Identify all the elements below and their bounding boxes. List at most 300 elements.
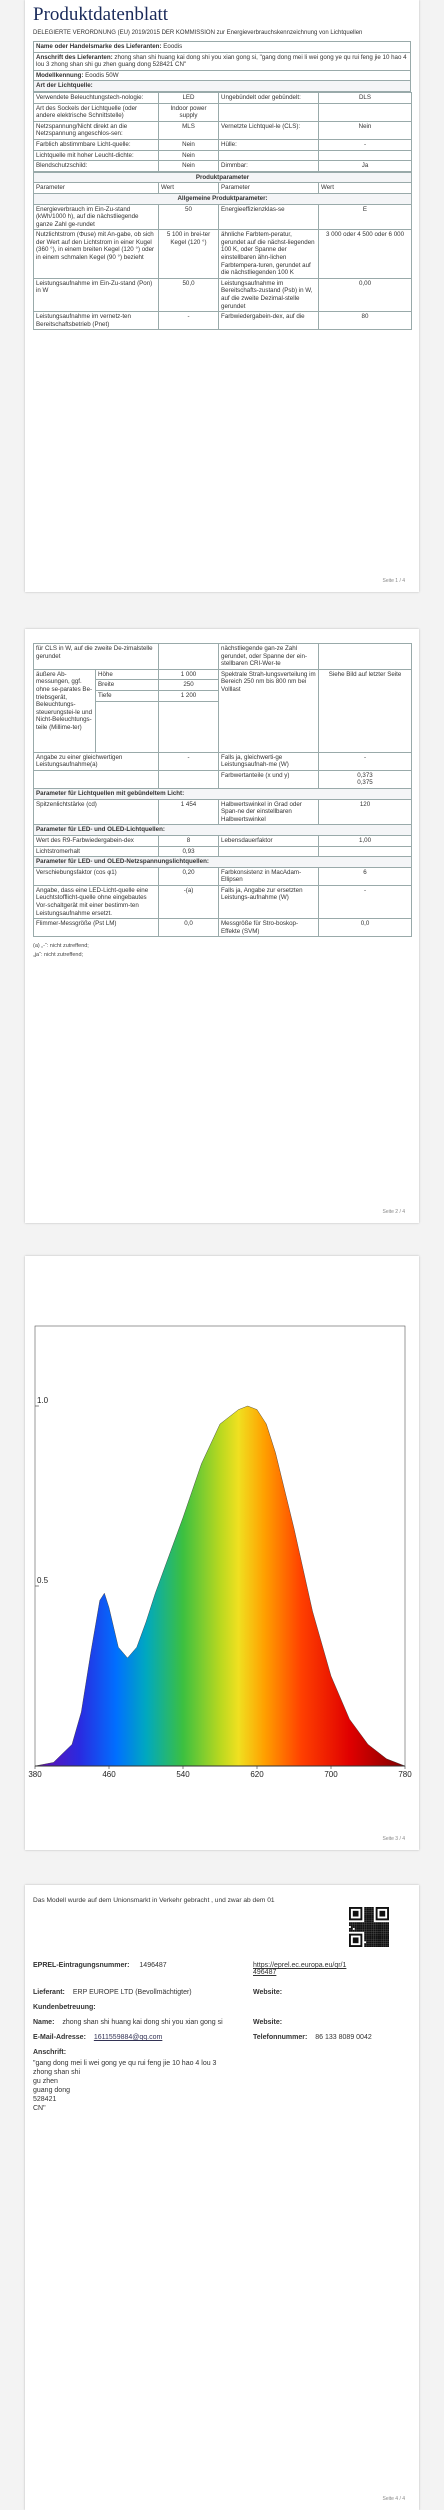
page2-table — [33, 643, 412, 937]
survival-value: 1,00 — [319, 835, 412, 846]
light-type-param-2: Hülle: — [219, 139, 319, 150]
color-consistency-value: 6 — [319, 867, 412, 885]
param-value: 50 — [159, 204, 219, 230]
supplier-name: Eoodis — [163, 43, 183, 50]
qr-module — [366, 1909, 368, 1911]
param-value-2: 0,00 — [319, 278, 412, 311]
qr-module — [383, 1930, 385, 1932]
qr-module — [372, 1913, 374, 1915]
qr-module — [351, 1922, 353, 1924]
fluorescent-replace-value: -(a) — [159, 885, 219, 918]
qr-module — [372, 1945, 374, 1947]
qr-module — [378, 1926, 380, 1928]
qr-module — [368, 1930, 370, 1932]
qr-module — [370, 1932, 372, 1934]
light-type-param-2: Ungebündelt oder gebündelt: — [219, 92, 319, 103]
qr-module — [372, 1907, 374, 1909]
qr-module — [368, 1926, 370, 1928]
qr-module — [372, 1941, 374, 1943]
qr-module — [370, 1913, 372, 1915]
qr-module — [349, 1928, 351, 1930]
led-header: Parameter für LED- und OLED-Lichtquellen: — [34, 825, 412, 836]
qr-module — [376, 1928, 378, 1930]
param-value-2: 3 000 oder 4 500 oder 6 000 — [319, 230, 412, 279]
qr-module — [370, 1943, 372, 1945]
qr-module — [381, 1943, 383, 1945]
qr-module — [383, 1926, 385, 1928]
supplier-label: Lieferant: — [33, 1989, 65, 1996]
qr-module — [387, 1924, 389, 1926]
param-name: Nutzlichtstrom (Φuse) mit An-gabe, ob sich der Wert auf den Lichtstrom in einer Kugel (360 °), in einem breiten Kegel (120 °) oder in einem schmalen Kegel (90 °) bezieht — [34, 230, 159, 279]
qr-module — [379, 1943, 381, 1945]
survival-label: Lebensdauerfaktor — [219, 835, 319, 846]
regulation-subtitle: DELEGIERTE VERORDNUNG (EU) 2019/2015 DER KOMMISSION zur Energieverbrauchskennzeichnung von Lichtquellen — [33, 30, 363, 36]
cont-row-label-2: nächstliegende gan-ze Zahl gerundet, oder Spanne der ein-stellbaren CRI-Wer-te — [219, 644, 319, 670]
qr-module — [364, 1926, 366, 1928]
table-row — [34, 139, 412, 150]
empty-cell-2 — [159, 770, 219, 788]
table-row — [34, 204, 412, 230]
qr-module — [355, 1926, 357, 1928]
qr-module — [379, 1945, 381, 1947]
email-link[interactable]: 1611559884@qq.com — [93, 2034, 163, 2041]
page-4 — [25, 1885, 419, 2510]
displacement-value: 0,20 — [159, 867, 219, 885]
qr-module — [360, 1922, 362, 1924]
empty-cell-3 — [219, 846, 319, 857]
dim-depth-value: 1 200 — [159, 690, 219, 701]
qr-code-icon[interactable] — [349, 1907, 389, 1947]
qr-module — [366, 1907, 368, 1909]
qr-module — [374, 1945, 376, 1947]
fluorescent-replace-label: Angabe, dass eine LED-Licht-quelle eine Leuchtstofflicht-quelle ohne eingebautes Vor-schaltgerät mit einer bestimm-ten Leistungsaufnahme ersetzt. — [34, 885, 159, 918]
supplier-value: ERP EUROPE LTD (Bevollmächtigter) — [72, 1989, 192, 1996]
flicker-label: Flimmer-Messgröße (Pst LM) — [34, 919, 159, 937]
qr-module — [349, 1924, 351, 1926]
table-row — [34, 92, 412, 103]
col-header-value-2: Wert — [319, 183, 412, 194]
qr-module — [374, 1943, 376, 1945]
light-type-table — [33, 92, 412, 172]
eprel-link[interactable]: https://eprel.ec.europa.eu/qr/1496487 — [253, 1962, 347, 1976]
qr-module — [359, 1924, 361, 1926]
param-name: Leistungsaufnahme im Ein-Zu-stand (Pon) in W — [34, 278, 159, 311]
flicker-value: 0,0 — [159, 919, 219, 937]
qr-module — [383, 1922, 385, 1924]
qr-module — [372, 1930, 374, 1932]
qr-module — [364, 1936, 366, 1938]
col-header-parameter-2: Parameter — [219, 183, 319, 194]
stroboscopic-value: 0,0 — [319, 919, 412, 937]
qr-module — [368, 1934, 370, 1936]
qr-module — [383, 1932, 385, 1934]
qr-module — [353, 1924, 355, 1926]
light-type-header: Art der Lichtquelle: — [34, 81, 411, 92]
phone-row — [253, 2034, 372, 2041]
qr-module — [376, 1926, 378, 1928]
footnote-a: (a) „-“: nicht zutreffend; — [33, 943, 89, 950]
qr-module — [387, 1943, 389, 1945]
peak-intensity-label: Spitzenlichtstärke (cd) — [34, 799, 159, 825]
param-value: 50,0 — [159, 278, 219, 311]
website-label: Website: — [253, 1989, 283, 1996]
qr-module — [368, 1920, 370, 1922]
light-type-param-2 — [219, 103, 319, 121]
address-line: guang dong — [33, 2087, 70, 2094]
qr-module — [376, 1945, 378, 1947]
r9-value: 8 — [159, 835, 219, 846]
qr-module — [372, 1922, 374, 1924]
cont-row-label: für CLS in W, auf die zweite De-zimalstelle gerundet — [34, 644, 159, 670]
qr-module — [385, 1945, 387, 1947]
qr-module — [374, 1937, 376, 1939]
qr-module — [387, 1945, 389, 1947]
qr-module — [374, 1922, 376, 1924]
qr-module — [370, 1928, 372, 1930]
qr-module — [383, 1928, 385, 1930]
qr-module — [368, 1922, 370, 1924]
table-row — [34, 230, 412, 279]
page-footer-1: Seite 1 / 4 — [382, 578, 405, 584]
qr-module — [387, 1941, 389, 1943]
qr-module — [368, 1911, 370, 1913]
chromaticity-label: Farbwertanteile (x und y) — [219, 770, 319, 788]
qr-module — [366, 1934, 368, 1936]
light-type-value: LED — [159, 92, 219, 103]
address-line: CN" — [33, 2105, 46, 2112]
page-2 — [25, 629, 419, 1223]
light-type-value: Nein — [159, 161, 219, 172]
qr-module — [379, 1930, 381, 1932]
qr-module — [357, 1922, 359, 1924]
qr-finder-module — [353, 1937, 359, 1943]
qr-module — [372, 1934, 374, 1936]
table-row — [34, 121, 412, 139]
equiv-power-label: Angabe zu einer gleichwertigen Leistungsaufnahme(a) — [34, 752, 159, 770]
qr-module — [370, 1936, 372, 1938]
qr-module — [379, 1941, 381, 1943]
qr-module — [378, 1939, 380, 1941]
param-name-2: Farbwiedergabein-dex, auf die — [219, 312, 319, 330]
param-name: Energieverbrauch im Ein-Zu-stand (kWh/1000 h), auf die nächstliegende ganze Zahl ge-rundet — [34, 204, 159, 230]
dim-width-value: 250 — [159, 680, 219, 691]
qr-module — [370, 1917, 372, 1919]
qr-module — [374, 1924, 376, 1926]
light-type-param: Art des Sockels der Lichtquelle (oder andere elektrische Schnittstelle) — [34, 103, 159, 121]
qr-module — [385, 1926, 387, 1928]
qr-module — [368, 1924, 370, 1926]
qr-module — [381, 1926, 383, 1928]
qr-module — [364, 1934, 366, 1936]
cont-row-value-2 — [319, 644, 412, 670]
document-title: Produktdatenblatt — [33, 4, 169, 25]
address-label: Anschrift des Lieferanten: — [36, 53, 113, 61]
qr-module — [353, 1930, 355, 1932]
qr-module — [366, 1911, 368, 1913]
qr-module — [370, 1937, 372, 1939]
qr-module — [357, 1930, 359, 1932]
qr-module — [353, 1926, 355, 1928]
qr-module — [385, 1939, 387, 1941]
general-params-header: Allgemeine Produktparameter: — [34, 193, 412, 204]
qr-module — [381, 1941, 383, 1943]
qr-module — [368, 1932, 370, 1934]
qr-module — [360, 1928, 362, 1930]
r9-label: Wert des R9-Farbwiedergabein-dex — [34, 835, 159, 846]
qr-module — [383, 1939, 385, 1941]
param-name-2: Leistungsaufnahme im Bereitschafts-zustand (Psb) in W, auf die zweite Dezimal-stelle gerundet — [219, 278, 319, 311]
qr-module — [359, 1926, 361, 1928]
qr-module — [385, 1941, 387, 1943]
qr-module — [368, 1909, 370, 1911]
qr-module — [376, 1922, 378, 1924]
qr-module — [351, 1924, 353, 1926]
email-row — [33, 2034, 162, 2041]
page-footer-4: Seite 4 / 4 — [382, 2496, 405, 2502]
qr-module — [374, 1934, 376, 1936]
lumen-maint-label: Lichtstromerhalt — [34, 846, 159, 857]
qr-module — [364, 1915, 366, 1917]
email-label: E-Mail-Adresse: — [33, 2034, 86, 2041]
qr-module — [360, 1926, 362, 1928]
x-tick-label: 780 — [398, 1770, 412, 1779]
qr-module — [387, 1937, 389, 1939]
equiv-power-label-2: Falls ja, gleichwerti-ge Leistungsaufnah-me (W) — [219, 752, 319, 770]
qr-module — [364, 1917, 366, 1919]
qr-module — [364, 1932, 366, 1934]
qr-module — [372, 1939, 374, 1941]
qr-module — [366, 1922, 368, 1924]
light-type-param: Blendschutzschild: — [34, 161, 159, 172]
qr-module — [362, 1924, 364, 1926]
qr-module — [368, 1915, 370, 1917]
cont-row-value — [159, 644, 219, 670]
qr-module — [359, 1928, 361, 1930]
qr-module — [351, 1930, 353, 1932]
y-tick-label: 0.5 — [37, 1576, 49, 1585]
table-row — [34, 150, 412, 161]
qr-module — [374, 1941, 376, 1943]
light-type-value: Nein — [159, 139, 219, 150]
qr-module — [366, 1937, 368, 1939]
displacement-label: Verschiebungsfaktor (cos φ1) — [34, 867, 159, 885]
qr-finder-module — [353, 1911, 359, 1917]
qr-module — [366, 1945, 368, 1947]
qr-module — [385, 1936, 387, 1938]
col-header-parameter: Parameter — [34, 183, 159, 194]
dimensions-label: äußere Ab-messungen, ggf. ohne se-parates Be-triebsgerät, Beleuchtungs-steuerungstei-le und Nicht-Beleuchtungs-teile (Millime-ter) — [34, 669, 96, 752]
qr-module — [362, 1930, 364, 1932]
qr-finder-module — [379, 1911, 385, 1917]
qr-module — [372, 1918, 374, 1920]
qr-module — [383, 1941, 385, 1943]
qr-module — [366, 1917, 368, 1919]
qr-module — [372, 1909, 374, 1911]
qr-module — [376, 1936, 378, 1938]
qr-module — [387, 1932, 389, 1934]
qr-module — [374, 1926, 376, 1928]
qr-module — [387, 1936, 389, 1938]
footnote-b: „ja“: nicht zutreffend; — [33, 952, 84, 959]
qr-module — [372, 1924, 374, 1926]
address-line: zhong shan shi — [33, 2069, 81, 2076]
lumen-maint-value: 0,93 — [159, 846, 219, 857]
qr-module — [374, 1928, 376, 1930]
equiv-power-value-2: - — [319, 752, 412, 770]
dim-depth-label: Tiefe — [96, 690, 159, 701]
qr-module — [366, 1918, 368, 1920]
light-type-param-2: Dimmbar: — [219, 161, 319, 172]
supplier-table — [33, 41, 411, 92]
dim-width-label: Breite — [96, 680, 159, 691]
supplier-name-cell — [34, 42, 411, 53]
qr-module — [362, 1928, 364, 1930]
col-header-value: Wert — [159, 183, 219, 194]
qr-module — [357, 1926, 359, 1928]
page-footer-2: Seite 2 / 4 — [382, 1209, 405, 1215]
qr-module — [381, 1934, 383, 1936]
qr-module — [379, 1939, 381, 1941]
qr-module — [378, 1934, 380, 1936]
qr-module — [364, 1939, 366, 1941]
qr-module — [379, 1922, 381, 1924]
qr-module — [351, 1926, 353, 1928]
qr-module — [376, 1924, 378, 1926]
light-type-value-2: - — [319, 139, 412, 150]
address-line: "gang dong mei li wei gong ye qu rui feng jie 10 hao 4 lou 3 — [33, 2060, 217, 2067]
qr-module — [366, 1930, 368, 1932]
qr-module — [378, 1936, 380, 1938]
chromaticity-value: 0,373 0,375 — [319, 770, 412, 788]
name-label: Name: — [33, 2019, 55, 2026]
address-block — [33, 2059, 233, 2113]
param-value: - — [159, 312, 219, 330]
qr-module — [364, 1918, 366, 1920]
qr-module — [360, 1930, 362, 1932]
equiv-power-value: - — [159, 752, 219, 770]
qr-module — [374, 1939, 376, 1941]
qr-module — [364, 1922, 366, 1924]
qr-module — [368, 1937, 370, 1939]
stroboscopic-label: Messgröße für Stro-boskop-Effekte (SVM) — [219, 919, 319, 937]
qr-module — [378, 1945, 380, 1947]
empty-cell — [34, 770, 159, 788]
qr-module — [370, 1907, 372, 1909]
qr-module — [378, 1924, 380, 1926]
qr-module — [385, 1932, 387, 1934]
light-type-value-2 — [319, 150, 412, 161]
qr-module — [376, 1934, 378, 1936]
qr-module — [383, 1943, 385, 1945]
qr-module — [366, 1939, 368, 1941]
light-type-value: MLS — [159, 121, 219, 139]
qr-module — [379, 1932, 381, 1934]
supplier-address-cell — [34, 52, 411, 70]
beam-angle-value: 120 — [319, 799, 412, 825]
qr-module — [387, 1926, 389, 1928]
qr-module — [370, 1922, 372, 1924]
qr-module — [366, 1913, 368, 1915]
qr-module — [381, 1928, 383, 1930]
qr-module — [370, 1926, 372, 1928]
model-cell — [34, 70, 411, 81]
qr-module — [372, 1932, 374, 1934]
qr-module — [355, 1922, 357, 1924]
qr-module — [368, 1917, 370, 1919]
qr-module — [370, 1934, 372, 1936]
qr-module — [370, 1918, 372, 1920]
address-label-p4: Anschrift: — [33, 2049, 67, 2056]
light-type-value: Indoor power supply — [159, 103, 219, 121]
qr-module — [370, 1930, 372, 1932]
qr-module — [370, 1909, 372, 1911]
qr-module — [364, 1909, 366, 1911]
qr-module — [385, 1930, 387, 1932]
empty-cell-4 — [319, 846, 412, 857]
qr-module — [374, 1930, 376, 1932]
address: zhong shan shi huang kai dong shi you xian gong si, "gang dong mei li wei gong ye qu rui feng jie 10 hao 4 lou 3 zhong shan shi gu zhen guang dong 528421 CN" — [36, 53, 407, 69]
qr-module — [383, 1934, 385, 1936]
qr-module — [378, 1930, 380, 1932]
qr-module — [368, 1913, 370, 1915]
light-type-param: Farblich abstimmbare Licht-quelle: — [34, 139, 159, 150]
qr-module — [359, 1922, 361, 1924]
qr-module — [383, 1924, 385, 1926]
address-line: 528421 — [33, 2096, 57, 2103]
qr-module — [349, 1930, 351, 1932]
qr-module — [364, 1907, 366, 1909]
qr-module — [370, 1939, 372, 1941]
qr-module — [372, 1936, 374, 1938]
qr-module — [362, 1926, 364, 1928]
x-tick-label: 700 — [324, 1770, 338, 1779]
qr-module — [381, 1939, 383, 1941]
qr-module — [370, 1924, 372, 1926]
qr-module — [378, 1922, 380, 1924]
qr-module — [368, 1945, 370, 1947]
qr-module — [364, 1937, 366, 1939]
qr-module — [381, 1945, 383, 1947]
qr-module — [366, 1932, 368, 1934]
spectral-value: Siehe Bild auf letzter Seite — [319, 669, 412, 752]
qr-module — [383, 1937, 385, 1939]
qr-module — [370, 1915, 372, 1917]
qr-module — [381, 1932, 383, 1934]
qr-module — [378, 1943, 380, 1945]
product-params-header: Produktparameter — [34, 172, 412, 183]
qr-module — [368, 1939, 370, 1941]
param-name: Leistungsaufnahme im vernetz-ten Bereitschaftsbetrieb (Pnet) — [34, 312, 159, 330]
qr-module — [381, 1924, 383, 1926]
light-type-value-2: Nein — [319, 121, 412, 139]
param-name-2: Energieeffizienzklas-se — [219, 204, 319, 230]
qr-module — [378, 1932, 380, 1934]
qr-module — [364, 1920, 366, 1922]
qr-module — [366, 1936, 368, 1938]
x-tick-label: 380 — [28, 1770, 42, 1779]
qr-module — [366, 1920, 368, 1922]
qr-module — [366, 1915, 368, 1917]
supplier-name-label: Name oder Handelsmarke des Lieferanten: — [36, 43, 162, 50]
qr-module — [364, 1911, 366, 1913]
qr-module — [372, 1928, 374, 1930]
color-consistency-label: Farbkonsistenz in MacAdam-Ellipsen — [219, 867, 319, 885]
table-row — [34, 312, 412, 330]
spectral-distribution-chart — [25, 1256, 419, 1850]
qr-module — [366, 1943, 368, 1945]
qr-module — [372, 1911, 374, 1913]
dim-spacer — [96, 701, 159, 752]
